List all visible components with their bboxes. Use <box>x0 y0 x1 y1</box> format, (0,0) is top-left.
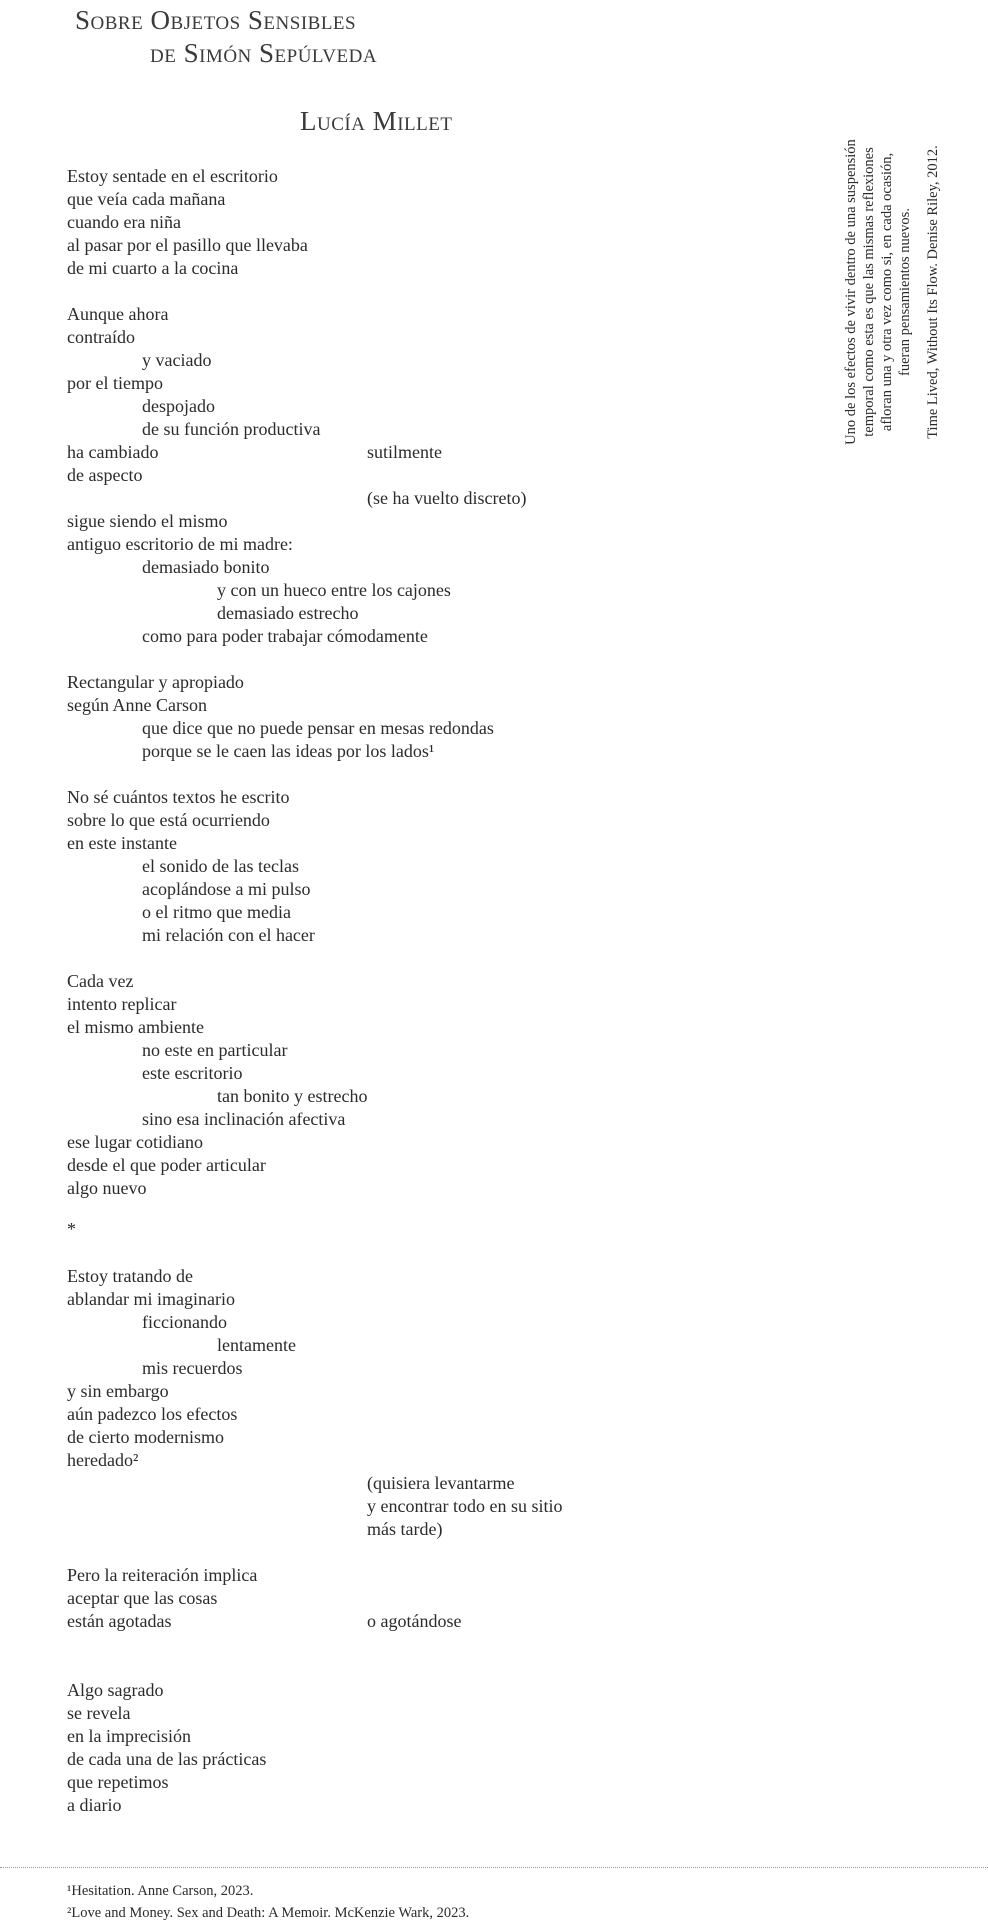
poem-line: contraído <box>67 327 135 347</box>
poem-line: despojado <box>142 396 215 416</box>
poem-line: Rectangular y apropiado <box>67 672 244 692</box>
poem-line: antiguo escritorio de mi madre: <box>67 534 293 554</box>
poem-line: a diario <box>67 1795 122 1815</box>
poem-line: mi relación con el hacer <box>142 925 315 945</box>
poem-line: que repetimos <box>67 1772 169 1792</box>
title-line-2: de Simón Sepúlveda <box>150 38 378 68</box>
author-name: Lucía Millet <box>300 106 453 136</box>
poem-line: desde el que poder articular <box>67 1155 266 1175</box>
poem-line: Aunque ahora <box>67 304 169 324</box>
poem-line: heredado² <box>67 1450 139 1470</box>
epigraph-line: fueran pensamientos nuevos. <box>897 208 913 376</box>
poem-line: intento replicar <box>67 994 177 1014</box>
poem-line: y vaciado <box>142 350 212 370</box>
epigraph-sidenote <box>842 112 982 472</box>
epigraph-line: temporal como esta es que las mismas reflexiones <box>861 147 877 437</box>
poem-line: no este en particular <box>142 1040 288 1060</box>
poem-line: de su función productiva <box>142 419 321 439</box>
poem-line: Estoy sentade en el escritorio <box>67 166 278 186</box>
poem-line: al pasar por el pasillo que llevaba <box>67 235 308 255</box>
poem-line: demasiado bonito <box>142 557 270 577</box>
poem-line: según Anne Carson <box>67 695 207 715</box>
poem-line: Algo sagrado <box>67 1680 164 1700</box>
poem-line: sino esa inclinación afectiva <box>142 1109 346 1129</box>
poem-line: en este instante <box>67 833 177 853</box>
page-title <box>75 4 377 70</box>
poem-line: en la imprecisión <box>67 1726 191 1746</box>
poem-line: este escritorio <box>142 1063 243 1083</box>
poem-line: tan bonito y estrecho <box>217 1086 368 1106</box>
section-separator: * <box>67 1219 76 1239</box>
footnote-1: ¹Hesitation. Anne Carson, 2023. <box>67 1883 254 1899</box>
poem-line: sigue siendo el mismo <box>67 511 228 531</box>
poem-line: Estoy tratando de <box>67 1266 193 1286</box>
poem-line: cuando era niña <box>67 212 181 232</box>
poem-line: y con un hueco entre los cajones <box>217 580 451 600</box>
poem-line: como para poder trabajar cómodamente <box>142 626 428 646</box>
poem-line: aún padezco los efectos <box>67 1404 238 1424</box>
footnote-divider <box>0 1867 988 1868</box>
poem-line: más tarde) <box>367 1519 443 1539</box>
poem-line: sutilmente <box>367 442 442 462</box>
poem-line: sobre lo que está ocurriendo <box>67 810 270 830</box>
poem-line: de cierto modernismo <box>67 1427 224 1447</box>
poem-line: (se ha vuelto discreto) <box>367 488 527 508</box>
poem-line: o el ritmo que media <box>142 902 291 922</box>
poem-line: y sin embargo <box>67 1381 169 1401</box>
poem-line: (quisiera levantarme <box>367 1473 515 1493</box>
poem-line: mis recuerdos <box>142 1358 243 1378</box>
poem-line: ese lugar cotidiano <box>67 1132 203 1152</box>
poem-line: algo nuevo <box>67 1178 147 1198</box>
poem-line: acoplándose a mi pulso <box>142 879 311 899</box>
poem-line: de aspecto <box>67 465 143 485</box>
poem-line: que veía cada mañana <box>67 189 226 209</box>
epigraph-line: Uno de los efectos de vivir dentro de una suspensión <box>843 139 859 445</box>
poem-line: No sé cuántos textos he escrito <box>67 787 290 807</box>
epigraph-line: afloran una y otra vez como si, en cada ocasión, <box>879 152 895 432</box>
poem-line: el sonido de las teclas <box>142 856 299 876</box>
poem-line: y encontrar todo en su sitio <box>367 1496 563 1516</box>
title-line-1: Sobre Objetos Sensibles <box>75 5 357 35</box>
epigraph-citation: Time Lived, Without Its Flow. Denise Riley, 2012. <box>925 145 941 439</box>
poem-line: demasiado estrecho <box>217 603 359 623</box>
poem-line: se revela <box>67 1703 131 1723</box>
poem-line: aceptar que las cosas <box>67 1588 218 1608</box>
poem-line: que dice que no puede pensar en mesas redondas <box>142 718 494 738</box>
poem-line: Pero la reiteración implica <box>67 1565 258 1585</box>
poem-line: de cada una de las prácticas <box>67 1749 267 1769</box>
poem-line: ficcionando <box>142 1312 227 1332</box>
poem-line: por el tiempo <box>67 373 163 393</box>
poem-line: el mismo ambiente <box>67 1017 204 1037</box>
footnote-2: ²Love and Money. Sex and Death: A Memoir. McKenzie Wark, 2023. <box>67 1905 470 1921</box>
poem-line: o agotándose <box>367 1611 462 1631</box>
poem-line: porque se le caen las ideas por los lados¹ <box>142 741 435 761</box>
poem-line: Cada vez <box>67 971 134 991</box>
poem-line: de mi cuarto a la cocina <box>67 258 239 278</box>
poem-line: lentamente <box>217 1335 296 1355</box>
poem-line: están agotadas <box>67 1611 172 1631</box>
poem-line: ha cambiado <box>67 442 159 462</box>
poem-line: ablandar mi imaginario <box>67 1289 235 1309</box>
